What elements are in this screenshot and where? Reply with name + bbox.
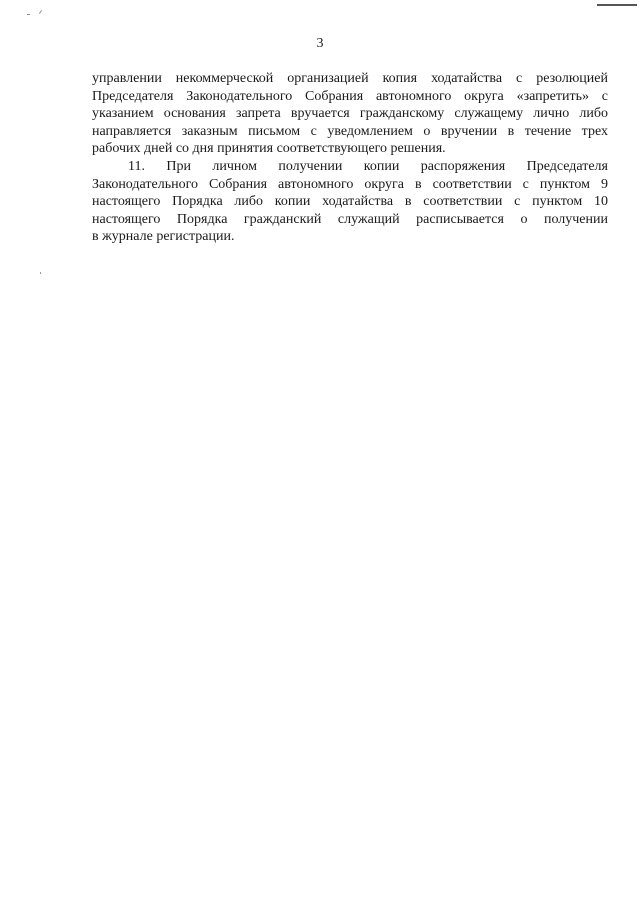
body-text [92,70,608,246]
text-line: в журнале регистрации. [92,229,235,245]
scan-artifact [40,272,41,274]
text-line: направляется заказным письмом с уведомлением о вручении в течение трех [92,123,608,139]
text-line: 11. При личном получении копии распоряжения Председателя [128,158,608,174]
text-line: настоящего Порядка либо копии ходатайства в соответствии с пунктом 10 [92,194,608,210]
text-line: Законодательного Собрания автономного округа в соответствии с пунктом 9 [92,176,608,192]
scan-artifact [597,4,637,6]
text-line: рабочих дней со дня принятия соответствующего решения. [92,141,446,157]
text-line: настоящего Порядка гражданский служащий расписывается о получении [92,211,608,227]
text-line: Председателя Законодательного Собрания автономного округа «запретить» с [92,88,608,104]
page-number: 3 [316,36,324,51]
scan-artifact [39,10,42,14]
scan-artifact [27,14,30,15]
text-line: указанием основания запрета вручается гражданскому служащему лично либо [92,106,608,122]
text-line: управлении некоммерческой организацией копия ходатайства с резолюцией [92,71,608,86]
